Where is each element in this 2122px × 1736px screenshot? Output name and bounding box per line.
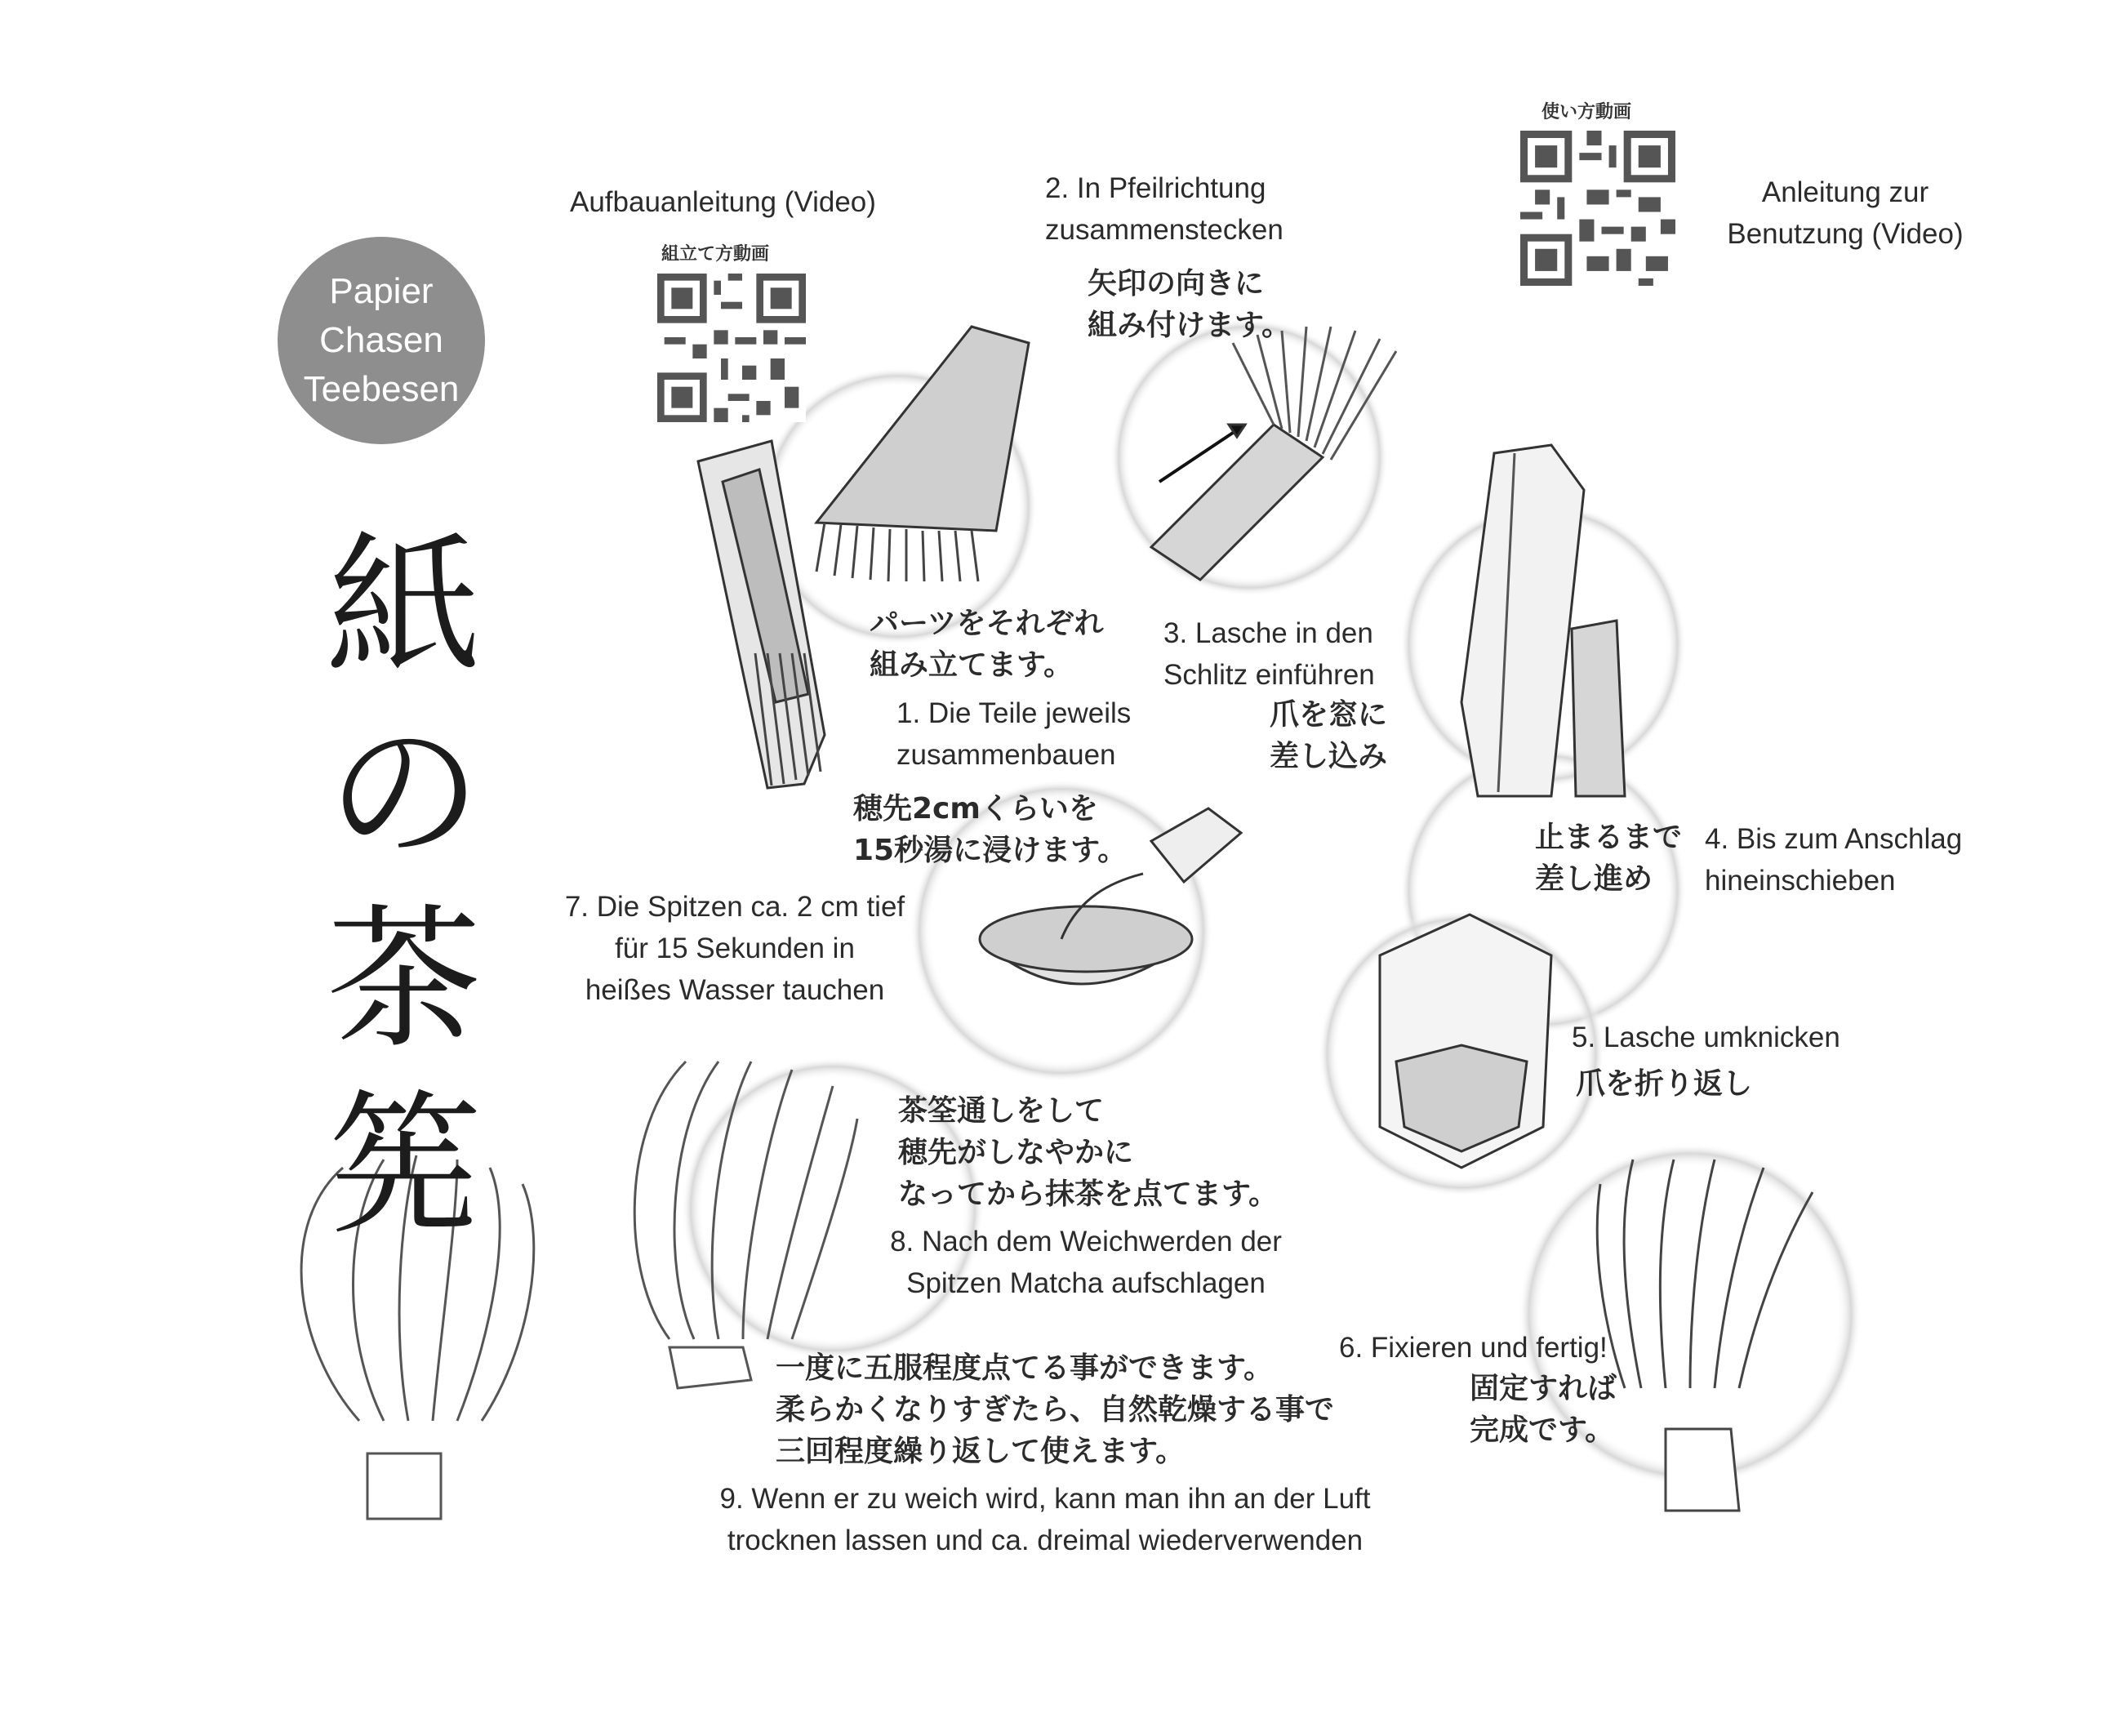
qr-assembly-caption-jp: 組立て方動画 (661, 244, 770, 265)
step7-jp: 穂先2cmくらいを 15秒湯に浸けます。 (853, 792, 1128, 867)
step6-jp: 固定すれば 完成です。 (1470, 1372, 1617, 1447)
step2-de: 2. In Pfeilrichtung zusammenstecken (1045, 172, 1283, 246)
qr-usage-code[interactable] (1520, 131, 1675, 286)
step4-jp: 止まるまで 差し進め (1535, 821, 1683, 896)
step9-de: 9. Wenn er zu weich wird, kann man ihn an der Luft trocknen lassen und ca. dreimal wiederverwenden (719, 1483, 1371, 1556)
qr-usage-caption: Anleitung zur Benutzung (Video) (1727, 176, 1964, 250)
step5-de: 5. Lasche umknicken (1572, 1022, 1840, 1053)
qr-usage-caption-jp: 使い方動画 (1541, 102, 1632, 122)
step1-de: 1. Die Teile jeweils zusammenbauen (896, 697, 1132, 771)
step3-jp: 爪を窓に 差し込み (1270, 698, 1388, 773)
qr-assembly-code[interactable] (657, 274, 806, 422)
step1-jp: パーツをそれぞれ 組み立てます。 (870, 607, 1104, 682)
product-badge: Papier Chasen Teebesen (278, 237, 485, 444)
step2-jp: 矢印の向きに 組み付けます。 (1088, 267, 1292, 342)
step9-jp: 一度に五服程度点てる事ができます。 柔らかくなりすぎたら、自然乾燥する事で 三回程度繰り返して使えます。 (776, 1351, 1335, 1468)
step7-de: 7. Die Spitzen ca. 2 cm tief für 15 Sekunden in heißes Wasser tauchen (564, 891, 905, 1006)
step8-jp: 茶筌通しをして 穂先がしなやかに なってから抹茶を点てます。 (898, 1094, 1279, 1211)
vertical-title (302, 514, 506, 1259)
title-char-2: の (326, 703, 482, 884)
step3-de: 3. Lasche in den Schlitz einführen (1163, 617, 1375, 691)
title-char-4: 筅 (326, 1075, 482, 1256)
title-char-3: 茶 (326, 889, 482, 1070)
step5-jp: 爪を折り返し (1576, 1067, 1753, 1101)
step4-de: 4. Bis zum Anschlag hineinschieben (1705, 823, 1963, 897)
title-char-1: 紙 (326, 517, 482, 697)
step8-de: 8. Nach dem Weichwerden der Spitzen Matcha aufschlagen (890, 1226, 1282, 1299)
step6-de: 6. Fixieren und fertig! (1339, 1332, 1608, 1364)
qr-assembly-caption: Aufbauanleitung (Video) (570, 186, 876, 218)
step5-illustration (1380, 915, 1551, 1168)
